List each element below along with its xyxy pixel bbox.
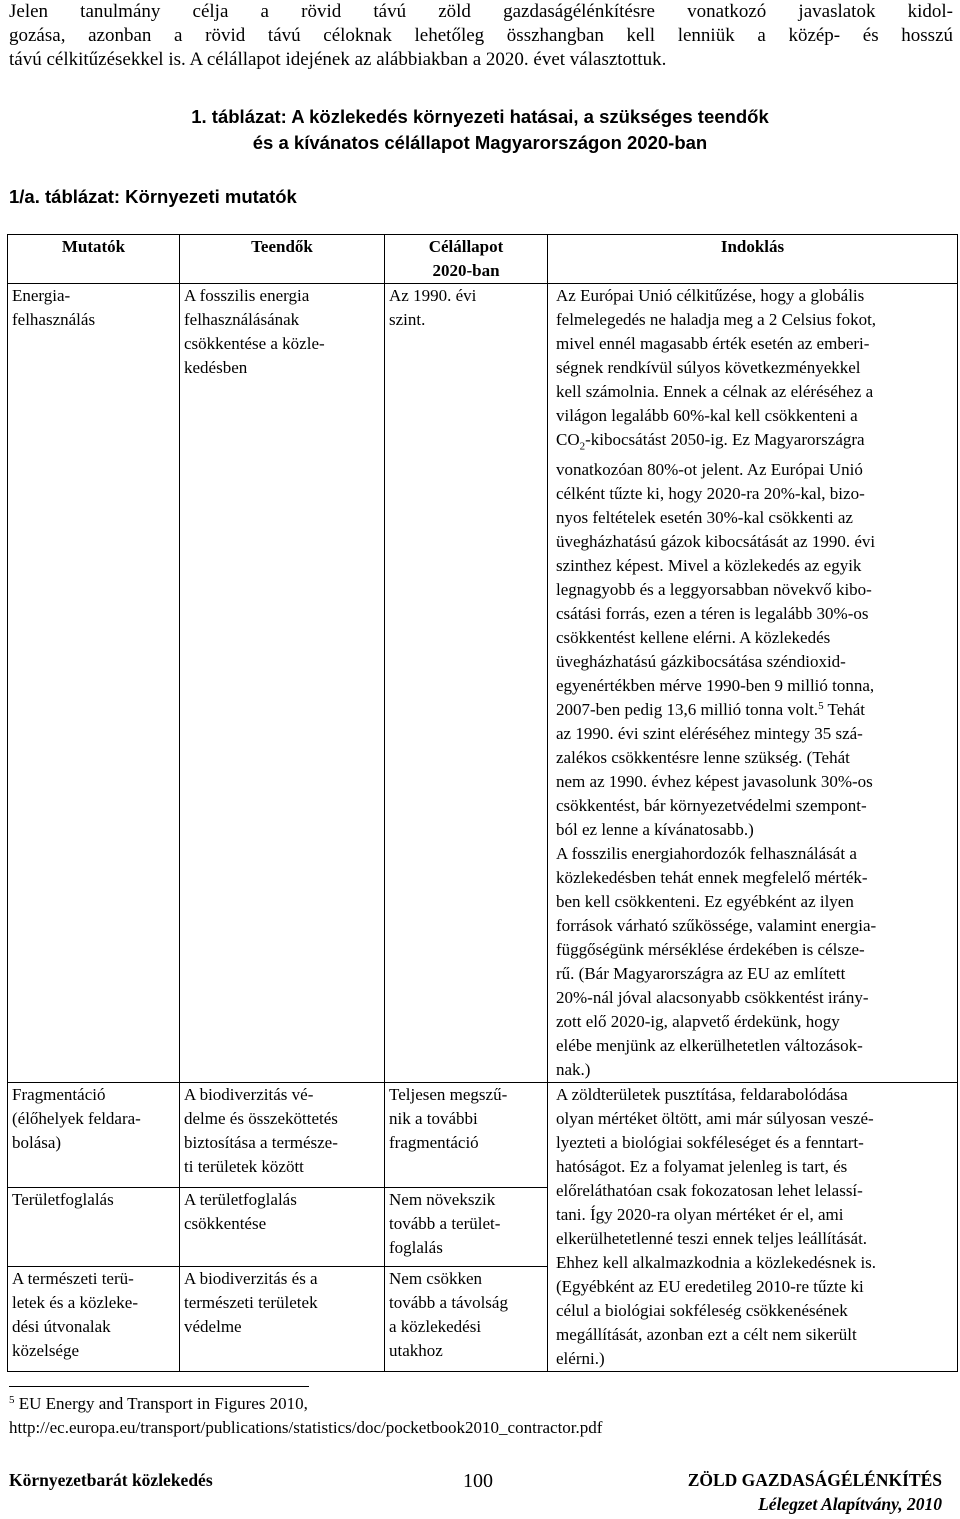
cell-line: zalékos csökkentésre lenne szükség. (Tehát [556, 748, 850, 768]
cell-celallapot [385, 1267, 548, 1372]
cell-line: nem az 1990. évhez képest javasolunk 30%-os [556, 772, 873, 792]
header-teendok: Teendők [180, 235, 385, 284]
cell-line: letek és a közleke- [12, 1293, 139, 1313]
header-celallapot [385, 235, 548, 284]
cell-line: megállítását, azonban ezt a célt nem sikerült [556, 1325, 857, 1345]
cell-line: ti területek között [184, 1157, 304, 1177]
cell-line: Az Európai Unió célkitűzése, hogy a globális [556, 286, 865, 305]
cell-mutato [8, 1188, 180, 1267]
cell-line: elérni.) [556, 1349, 605, 1369]
cell-line: tovább a terület- [389, 1214, 501, 1234]
cell-teendo [180, 1188, 385, 1267]
cell-line: Az 1990. évi [389, 286, 477, 305]
cell-line: csökkentést kellene elérni. A közlekedés [556, 628, 831, 648]
cell-line: A természeti terü- [12, 1269, 134, 1289]
cell-line: hatóságot. Ez a folyamat jelenleg is tart, és [556, 1157, 848, 1177]
cell-line: A biodiverzitás és a [184, 1269, 318, 1289]
cell-line: zott elő 2020-ig, alapvető érdekünk, hogy [556, 1012, 840, 1032]
cell-line: lyezteti a biológiai sokféleséget és a fenntart- [556, 1133, 864, 1153]
footer-right-title: ZÖLD GAZDASÁGÉLÉNKÍTÉS [687, 1470, 942, 1490]
cell-line: közlekedésben tehát ennek megfelelő mérték- [556, 868, 868, 888]
cell-indoklas [548, 1083, 958, 1372]
cell-line: üvegházhatású gázok kibocsátását az 1990. évi [556, 532, 876, 552]
cell-line: A zöldterületek pusztítása, feldarabolódása [556, 1085, 848, 1105]
cell-text: Tehát [823, 700, 866, 720]
cell-line: ból ez lenne a kívánatosabb.) [556, 820, 754, 840]
cell-text: 2007-ben pedig 13,6 millió tonna volt. [556, 700, 819, 720]
co2-subscript: 2 [579, 440, 586, 453]
cell-line: A területfoglalás [184, 1190, 297, 1210]
footnote-url[interactable]: http://ec.europa.eu/transport/publications/statistics/doc/pocketbook2010_contractor.pdf [9, 1418, 603, 1437]
cell-teendo [180, 1267, 385, 1372]
cell-line: (élőhelyek feldara- [12, 1109, 141, 1129]
cell-line: nyos feltételek esetén 30%-kal csökkenti az [556, 508, 853, 528]
intro-paragraph [9, 0, 953, 72]
header-celallapot-line: 2020-ban [432, 261, 500, 280]
cell-line: Teljesen megszű- [389, 1085, 508, 1105]
cell-line: bolása) [12, 1133, 62, 1153]
cell-line: csátási forrás, ezen a téren is legalább 30%-os [556, 604, 869, 624]
table-header-row [8, 235, 958, 284]
cell-line: szinthez képest. Mivel a közlekedés az egyik [556, 556, 862, 576]
cell-line: kedésben [184, 358, 248, 377]
cell-indoklas [548, 284, 958, 1083]
intro-line: Jelen tanulmány célja a rövid távú zöld gazdaságélénkítésre vonatkozó javaslatok kidol- [9, 1, 953, 22]
table-title-line: 1. táblázat: A közlekedés környezeti hatásai, a szükséges teendők [191, 106, 769, 127]
cell-line: Energia- [12, 286, 71, 305]
cell-celallapot [385, 1188, 548, 1267]
footnote-text: EU Energy and Transport in Figures 2010, [14, 1394, 308, 1413]
cell-mutato [8, 1267, 180, 1372]
cell-line: A fosszilis energiahordozók felhasználását a [556, 844, 857, 864]
table-row [8, 284, 958, 1083]
cell-teendo [180, 284, 385, 1083]
co2-text: CO [556, 430, 580, 449]
cell-line: Ehhez kell alkalmazkodnia a közlekedésnek is. [556, 1253, 877, 1273]
cell-line: kell számolnia. Ennek a célnak az eléréséhez a [556, 382, 874, 401]
table-row [8, 1083, 958, 1188]
cell-line: legnagyobb és a leggyorsabban növekvő kibo- [556, 580, 872, 600]
cell-mutato [8, 284, 180, 1083]
cell-line: tovább a távolság [389, 1293, 508, 1313]
cell-line: biztosítása a természe- [184, 1133, 338, 1153]
cell-line: csökkentést, bár környezetvédelmi szempont- [556, 796, 867, 816]
cell-line: olyan mértéket öltött, ami már súlyosan veszé- [556, 1109, 874, 1129]
intro-line: gozása, azonban a rövid távú céloknak lehetőleg összhangban kell lenniük a közép- és hosszú [9, 25, 953, 46]
header-mutatok: Mutatók [8, 235, 180, 284]
cell-line: a közlekedési [389, 1317, 482, 1337]
cell-line: Területfoglalás [12, 1190, 114, 1210]
cell-line: utakhoz [389, 1341, 443, 1361]
cell-line: szint. [389, 310, 426, 329]
subtable-title: 1/a. táblázat: Környezeti mutatók [9, 186, 297, 207]
cell-line: források várható szűkössége, valamint energia- [556, 916, 877, 936]
cell-line: Nem növekszik [389, 1190, 496, 1210]
cell-line: nik a további [389, 1109, 478, 1129]
indicators-table [7, 234, 958, 1372]
cell-line: felhasználásának [184, 310, 300, 329]
cell-line: előreláthatóan csak fokozatosan lehet lelassí- [556, 1181, 863, 1201]
cell-line: A fosszilis energia [184, 286, 310, 305]
cell-mutato [8, 1083, 180, 1188]
cell-line: elébe menjünk az elkerülhetetlen változások- [556, 1036, 863, 1056]
footer-left: Környezetbarát közlekedés [9, 1470, 213, 1490]
cell-line: A biodiverzitás vé- [184, 1085, 314, 1105]
cell-line: Nem csökken [389, 1269, 483, 1289]
footnote-line [9, 1392, 949, 1416]
cell-line: (Egyébként az EU eredetileg 2010-re tűzte ki [556, 1277, 864, 1297]
footnote-ref[interactable]: 5 [818, 700, 824, 713]
cell-line: felhasználás [12, 310, 96, 329]
cell-line: üvegházhatású gázkibocsátása széndioxid- [556, 652, 846, 672]
footnote [9, 1392, 949, 1440]
cell-line: rű. (Bár Magyarországra az EU az említett [556, 964, 846, 984]
footnote-separator [9, 1386, 309, 1387]
cell-line: nak.) [556, 1060, 591, 1080]
cell-line: mivel ennél magasabb érték esetén az emberi- [556, 334, 870, 353]
cell-line [556, 428, 949, 458]
cell-teendo [180, 1083, 385, 1188]
cell-line: dési útvonalak [12, 1317, 111, 1337]
cell-line: közelsége [12, 1341, 80, 1361]
cell-line: vonatkozóan 80%-ot jelent. Az Európai Unió [556, 460, 863, 480]
cell-text: -kibocsátást 2050-ig. Ez Magyarországra [585, 430, 865, 449]
cell-line: ben kell csökkenteni. Ez egyébként az ilyen [556, 892, 854, 912]
cell-line: elkerülhetetlenné teszi ennek teljes leállítását. [556, 1229, 868, 1249]
cell-line: védelme [184, 1317, 242, 1337]
footer-right-publisher: Lélegzet Alapítvány, 2010 [758, 1494, 942, 1514]
intro-line: távú célkitűzésekkel is. A célállapot idejének az alábbiakban a 2020. évet választottuk. [9, 49, 667, 70]
cell-line: 20%-nál jóval alacsonyabb csökkentést irány- [556, 988, 869, 1008]
cell-line: függőségünk mérséklése érdekében is célsze- [556, 940, 865, 960]
cell-line: csökkentése [184, 1214, 267, 1234]
cell-celallapot [385, 284, 548, 1083]
table-title-line: és a kívánatos célállapot Magyarországon 2020-ban [252, 132, 708, 153]
cell-line: az 1990. évi szint eléréséhez mintegy 35 szá- [556, 724, 863, 744]
cell-line: célként tűzte ki, hogy 2020-ra 20%-kal, bizo- [556, 484, 865, 504]
cell-line: világon legalább 60%-kal kell csökkenteni a [556, 406, 858, 425]
cell-line [556, 698, 949, 722]
cell-line: Fragmentáció [12, 1085, 106, 1105]
header-indoklas: Indoklás [548, 235, 958, 284]
cell-celallapot [385, 1083, 548, 1188]
cell-line: ségnek rendkívül súlyos következményekkel [556, 358, 861, 377]
cell-line: delme és összeköttetés [184, 1109, 338, 1129]
cell-line: fragmentáció [389, 1133, 479, 1153]
cell-line: egyenértékben mérve 1990-ben 9 millió tonna, [556, 676, 875, 696]
cell-line: tani. Így 2020-ra olyan mértéket ér el, ami [556, 1205, 844, 1225]
cell-line: felmelegedés ne haladja meg a 2 Celsius fokot, [556, 310, 877, 329]
cell-line: természeti területek [184, 1293, 318, 1313]
footnote-number: 5 [9, 1394, 15, 1406]
header-celallapot-line: Célállapot [428, 237, 504, 256]
cell-line: foglalás [389, 1238, 443, 1258]
page-number: 100 [463, 1470, 493, 1492]
cell-line: csökkentése a közle- [184, 334, 325, 353]
cell-line: célul a biológiai sokféleség csökkenésének [556, 1301, 848, 1321]
